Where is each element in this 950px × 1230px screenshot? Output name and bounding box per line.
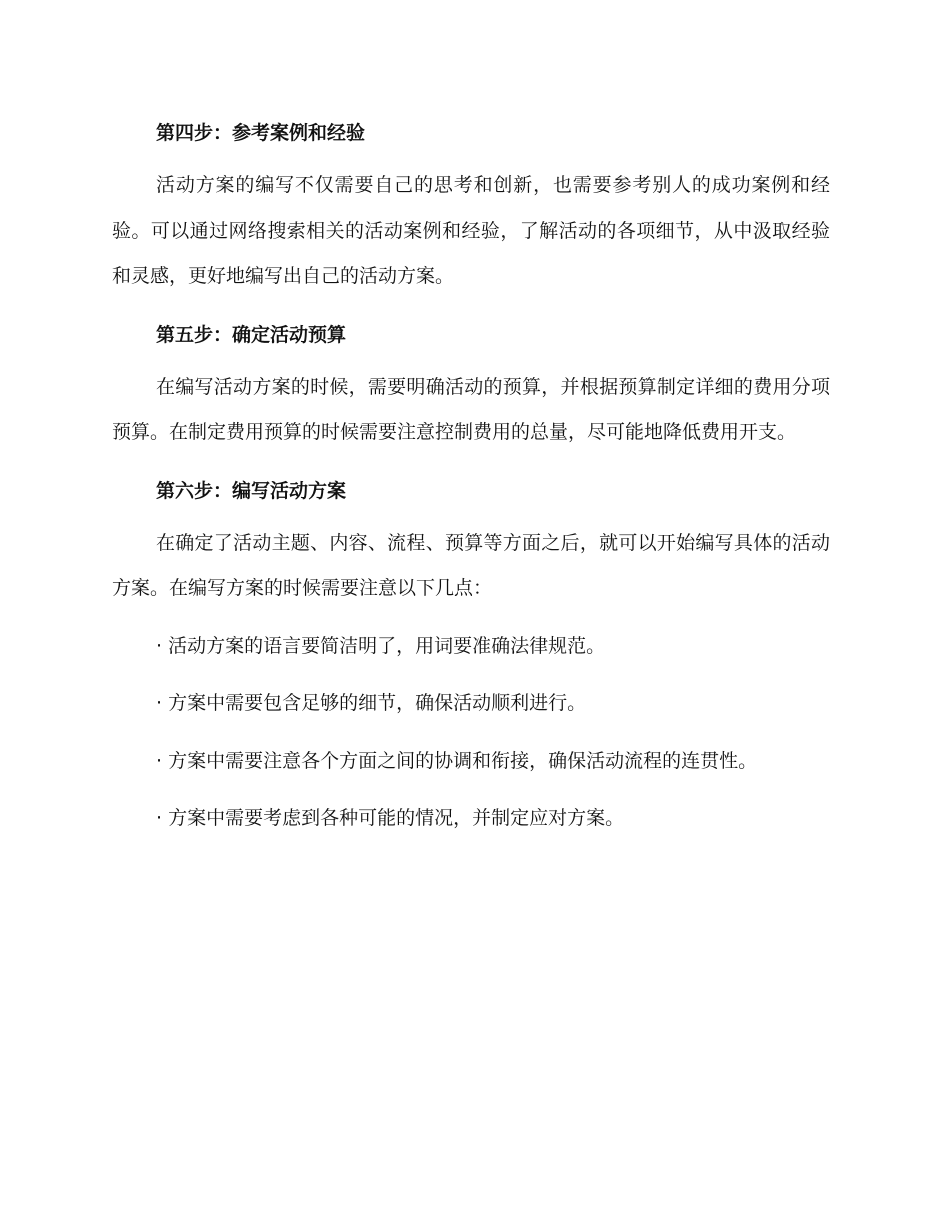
bullet-item-language: · 活动方案的语言要简洁明了，用词要准确法律规范。 xyxy=(156,634,606,657)
section-paragraph-step5: 在编写活动方案的时候，需要明确活动的预算，并根据预算制定详细的费用分项预算。在制定费用预算的时候需要注意控制费用的总量，尽可能地降低费用开支。 xyxy=(112,375,830,443)
document-body xyxy=(112,110,830,854)
section-paragraph-step6: 在确定了活动主题、内容、流程、预算等方面之后，就可以开始编写具体的活动方案。在编写方案的时候需要注意以下几点： xyxy=(112,531,830,599)
bullet-item-coordination: · 方案中需要注意各个方面之间的协调和衔接，确保活动流程的连贯性。 xyxy=(156,749,758,772)
section-heading-step6: 第六步：编写活动方案 xyxy=(156,479,347,502)
section-heading-step4: 第四步：参考案例和经验 xyxy=(156,122,366,144)
section-paragraph-step4: 活动方案的编写不仅需要自己的思考和创新，也需要参考别人的成功案例和经验。可以通过网络搜索相关的活动案例和经验，了解活动的各项细节，从中汲取经验和灵感，更好地编写出自己的活动方案。 xyxy=(112,174,830,287)
section-heading-step5: 第五步：确定活动预算 xyxy=(156,323,347,346)
bullet-item-contingency: · 方案中需要考虑到各种可能的情况，并制定应对方案。 xyxy=(156,807,625,829)
bullet-item-details: · 方案中需要包含足够的细节，确保活动顺利进行。 xyxy=(156,692,587,714)
